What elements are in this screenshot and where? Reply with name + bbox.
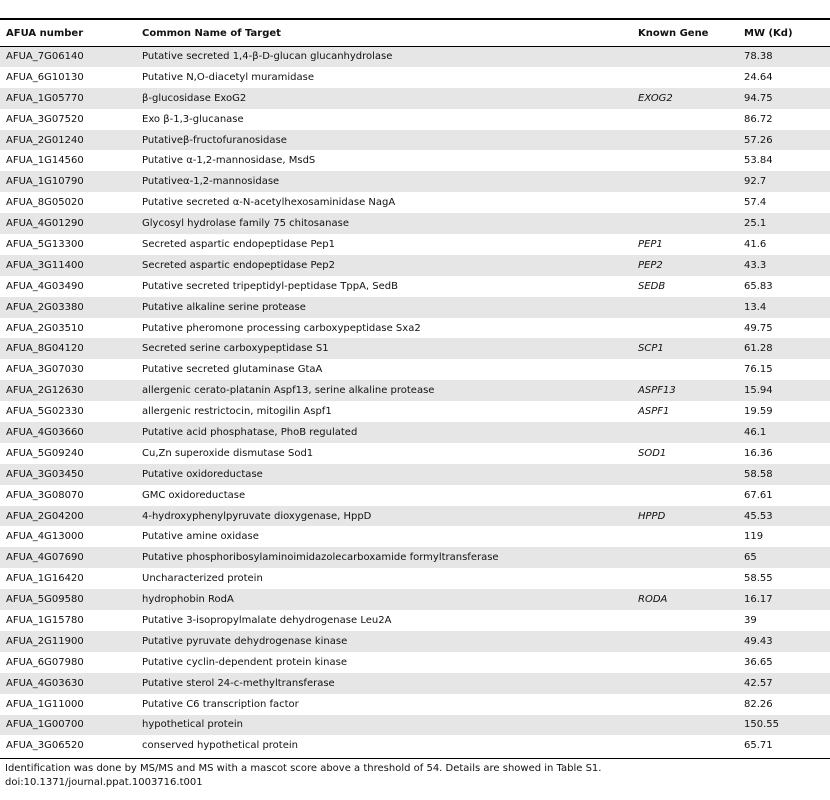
table-row	[0, 213, 830, 234]
known-gene-cell	[632, 359, 738, 380]
table-row	[0, 192, 830, 213]
known-gene-cell: EXOG2	[632, 88, 738, 109]
common-name-cell: Putative alkaline serine protease	[136, 297, 632, 318]
afua-number-cell: AFUA_6G07980	[0, 652, 136, 673]
mw-cell: 25.1	[738, 213, 830, 234]
afua-number-cell: AFUA_1G15780	[0, 610, 136, 631]
common-name-cell: hypothetical protein	[136, 715, 632, 736]
header-known-gene: Known Gene	[632, 22, 738, 46]
table-row	[0, 401, 830, 422]
table-body	[0, 46, 830, 756]
known-gene-cell: SOD1	[632, 443, 738, 464]
table-row	[0, 631, 830, 652]
afua-number-cell: AFUA_8G04120	[0, 338, 136, 359]
known-gene-cell	[632, 652, 738, 673]
top-rule	[0, 18, 830, 20]
known-gene-cell	[632, 735, 738, 756]
common-name-cell: Putative α-1,2-mannosidase, MsdS	[136, 150, 632, 171]
common-name-cell: GMC oxidoreductase	[136, 485, 632, 506]
mw-cell: 65.83	[738, 276, 830, 297]
afua-number-cell: AFUA_4G13000	[0, 526, 136, 547]
known-gene-cell	[632, 109, 738, 130]
footnote-text: Identification was done by MS/MS and MS with a mascot score above a threshold of 54. Details are showed in Table S1.	[5, 763, 602, 774]
table-row	[0, 150, 830, 171]
common-name-cell: 4-hydroxyphenylpyruvate dioxygenase, HppD	[136, 506, 632, 527]
mw-cell: 42.57	[738, 673, 830, 694]
mw-cell: 45.53	[738, 506, 830, 527]
afua-number-cell: AFUA_5G02330	[0, 401, 136, 422]
mw-cell: 53.84	[738, 150, 830, 171]
common-name-cell: β-glucosidase ExoG2	[136, 88, 632, 109]
mw-cell: 58.55	[738, 568, 830, 589]
mw-cell: 16.17	[738, 589, 830, 610]
known-gene-cell	[632, 568, 738, 589]
mw-cell: 41.6	[738, 234, 830, 255]
mw-cell: 46.1	[738, 422, 830, 443]
table-row	[0, 380, 830, 401]
afua-number-cell: AFUA_1G10790	[0, 171, 136, 192]
mw-cell: 39	[738, 610, 830, 631]
common-name-cell: Putativeβ-fructofuranosidase	[136, 130, 632, 151]
afua-number-cell: AFUA_5G09580	[0, 589, 136, 610]
common-name-cell: Glycosyl hydrolase family 75 chitosanase	[136, 213, 632, 234]
mw-cell: 57.4	[738, 192, 830, 213]
common-name-cell: Putative secreted α-N-acetylhexosaminidase NagA	[136, 192, 632, 213]
afua-number-cell: AFUA_1G00700	[0, 715, 136, 736]
table-row	[0, 297, 830, 318]
mw-cell: 119	[738, 526, 830, 547]
common-name-cell: Secreted aspartic endopeptidase Pep2	[136, 255, 632, 276]
mw-cell: 19.59	[738, 401, 830, 422]
common-name-cell: Putative C6 transcription factor	[136, 694, 632, 715]
common-name-cell: Exo β-1,3-glucanase	[136, 109, 632, 130]
known-gene-cell: SCP1	[632, 338, 738, 359]
mw-cell: 58.58	[738, 464, 830, 485]
common-name-cell: Uncharacterized protein	[136, 568, 632, 589]
afua-number-cell: AFUA_4G03490	[0, 276, 136, 297]
mw-cell: 13.4	[738, 297, 830, 318]
table-row	[0, 526, 830, 547]
mw-cell: 76.15	[738, 359, 830, 380]
known-gene-cell	[632, 464, 738, 485]
mw-cell: 15.94	[738, 380, 830, 401]
known-gene-cell	[632, 526, 738, 547]
known-gene-cell	[632, 318, 738, 339]
afua-number-cell: AFUA_2G12630	[0, 380, 136, 401]
known-gene-cell	[632, 715, 738, 736]
afua-number-cell: AFUA_3G06520	[0, 735, 136, 756]
afua-number-cell: AFUA_4G03630	[0, 673, 136, 694]
table-footnote	[5, 762, 601, 790]
known-gene-cell	[632, 610, 738, 631]
common-name-cell: Putative secreted glutaminase GtaA	[136, 359, 632, 380]
afua-number-cell: AFUA_1G05770	[0, 88, 136, 109]
common-name-cell: hydrophobin RodA	[136, 589, 632, 610]
known-gene-cell	[632, 213, 738, 234]
mw-cell: 78.38	[738, 46, 830, 67]
table-row	[0, 464, 830, 485]
afua-number-cell: AFUA_6G10130	[0, 67, 136, 88]
common-name-cell: Putative acid phosphatase, PhoB regulated	[136, 422, 632, 443]
mw-cell: 65.71	[738, 735, 830, 756]
table-row	[0, 506, 830, 527]
mw-cell: 86.72	[738, 109, 830, 130]
table-row	[0, 234, 830, 255]
known-gene-cell	[632, 130, 738, 151]
common-name-cell: Putative oxidoreductase	[136, 464, 632, 485]
known-gene-cell	[632, 171, 738, 192]
table-row	[0, 443, 830, 464]
known-gene-cell	[632, 631, 738, 652]
known-gene-cell	[632, 150, 738, 171]
table-row	[0, 694, 830, 715]
common-name-cell: Secreted serine carboxypeptidase S1	[136, 338, 632, 359]
known-gene-cell	[632, 547, 738, 568]
afua-number-cell: AFUA_3G07520	[0, 109, 136, 130]
table-row	[0, 318, 830, 339]
table-row	[0, 485, 830, 506]
table-row	[0, 715, 830, 736]
afua-number-cell: AFUA_2G01240	[0, 130, 136, 151]
header-mw: MW (Kd)	[738, 22, 830, 46]
known-gene-cell: SEDB	[632, 276, 738, 297]
table-row	[0, 67, 830, 88]
header-afua-number: AFUA number	[0, 22, 136, 46]
table-row	[0, 46, 830, 67]
common-name-cell: Putative secreted tripeptidyl-peptidase TppA, SedB	[136, 276, 632, 297]
known-gene-cell	[632, 297, 738, 318]
footnote-doi: doi:10.1371/journal.ppat.1003716.t001	[5, 777, 203, 788]
common-name-cell: Secreted aspartic endopeptidase Pep1	[136, 234, 632, 255]
afua-number-cell: AFUA_3G03450	[0, 464, 136, 485]
afua-number-cell: AFUA_1G16420	[0, 568, 136, 589]
common-name-cell: Putative secreted 1,4-β-D-glucan glucanhydrolase	[136, 46, 632, 67]
table-row	[0, 610, 830, 631]
table-row	[0, 276, 830, 297]
common-name-cell: Putative N,O-diacetyl muramidase	[136, 67, 632, 88]
common-name-cell: Putative amine oxidase	[136, 526, 632, 547]
mw-cell: 24.64	[738, 67, 830, 88]
mw-cell: 16.36	[738, 443, 830, 464]
afua-number-cell: AFUA_1G14560	[0, 150, 136, 171]
afua-number-cell: AFUA_4G03660	[0, 422, 136, 443]
mw-cell: 67.61	[738, 485, 830, 506]
table-row	[0, 422, 830, 443]
table-row	[0, 255, 830, 276]
table-row	[0, 359, 830, 380]
afua-number-cell: AFUA_1G11000	[0, 694, 136, 715]
afua-number-cell: AFUA_7G06140	[0, 46, 136, 67]
header-row	[0, 22, 830, 46]
afua-number-cell: AFUA_5G09240	[0, 443, 136, 464]
mw-cell: 57.26	[738, 130, 830, 151]
common-name-cell: allergenic cerato-platanin Aspf13, serine alkaline protease	[136, 380, 632, 401]
mw-cell: 94.75	[738, 88, 830, 109]
afua-number-cell: AFUA_2G03380	[0, 297, 136, 318]
table-row	[0, 130, 830, 151]
table-row	[0, 547, 830, 568]
known-gene-cell: ASPF1	[632, 401, 738, 422]
known-gene-cell: RODA	[632, 589, 738, 610]
mw-cell: 43.3	[738, 255, 830, 276]
header-common-name: Common Name of Target	[136, 22, 632, 46]
afua-number-cell: AFUA_4G01290	[0, 213, 136, 234]
known-gene-cell: PEP2	[632, 255, 738, 276]
table-header	[0, 22, 830, 46]
mw-cell: 49.75	[738, 318, 830, 339]
common-name-cell: Putative pyruvate dehydrogenase kinase	[136, 631, 632, 652]
table-row	[0, 652, 830, 673]
known-gene-cell: ASPF13	[632, 380, 738, 401]
known-gene-cell	[632, 485, 738, 506]
protein-table	[0, 22, 830, 756]
mw-cell: 49.43	[738, 631, 830, 652]
afua-number-cell: AFUA_8G05020	[0, 192, 136, 213]
table-row	[0, 109, 830, 130]
afua-number-cell: AFUA_2G03510	[0, 318, 136, 339]
common-name-cell: conserved hypothetical protein	[136, 735, 632, 756]
mw-cell: 65	[738, 547, 830, 568]
table-row	[0, 568, 830, 589]
afua-number-cell: AFUA_5G13300	[0, 234, 136, 255]
mw-cell: 150.55	[738, 715, 830, 736]
mw-cell: 61.28	[738, 338, 830, 359]
afua-number-cell: AFUA_3G11400	[0, 255, 136, 276]
common-name-cell: Putativeα-1,2-mannosidase	[136, 171, 632, 192]
common-name-cell: Putative 3-isopropylmalate dehydrogenase Leu2A	[136, 610, 632, 631]
afua-number-cell: AFUA_3G07030	[0, 359, 136, 380]
known-gene-cell: PEP1	[632, 234, 738, 255]
table-row	[0, 589, 830, 610]
table-row	[0, 171, 830, 192]
bottom-rule	[0, 758, 830, 759]
table-row	[0, 735, 830, 756]
common-name-cell: allergenic restrictocin, mitogilin Aspf1	[136, 401, 632, 422]
known-gene-cell: HPPD	[632, 506, 738, 527]
common-name-cell: Putative phosphoribosylaminoimidazolecarboxamide formyltransferase	[136, 547, 632, 568]
common-name-cell: Cu,Zn superoxide dismutase Sod1	[136, 443, 632, 464]
known-gene-cell	[632, 67, 738, 88]
afua-number-cell: AFUA_4G07690	[0, 547, 136, 568]
table-row	[0, 88, 830, 109]
afua-number-cell: AFUA_2G11900	[0, 631, 136, 652]
mw-cell: 36.65	[738, 652, 830, 673]
common-name-cell: Putative sterol 24-c-methyltransferase	[136, 673, 632, 694]
mw-cell: 82.26	[738, 694, 830, 715]
known-gene-cell	[632, 673, 738, 694]
table-row	[0, 673, 830, 694]
table-row	[0, 338, 830, 359]
known-gene-cell	[632, 422, 738, 443]
afua-number-cell: AFUA_3G08070	[0, 485, 136, 506]
mw-cell: 92.7	[738, 171, 830, 192]
known-gene-cell	[632, 192, 738, 213]
common-name-cell: Putative pheromone processing carboxypeptidase Sxa2	[136, 318, 632, 339]
common-name-cell: Putative cyclin-dependent protein kinase	[136, 652, 632, 673]
afua-number-cell: AFUA_2G04200	[0, 506, 136, 527]
known-gene-cell	[632, 694, 738, 715]
known-gene-cell	[632, 46, 738, 67]
